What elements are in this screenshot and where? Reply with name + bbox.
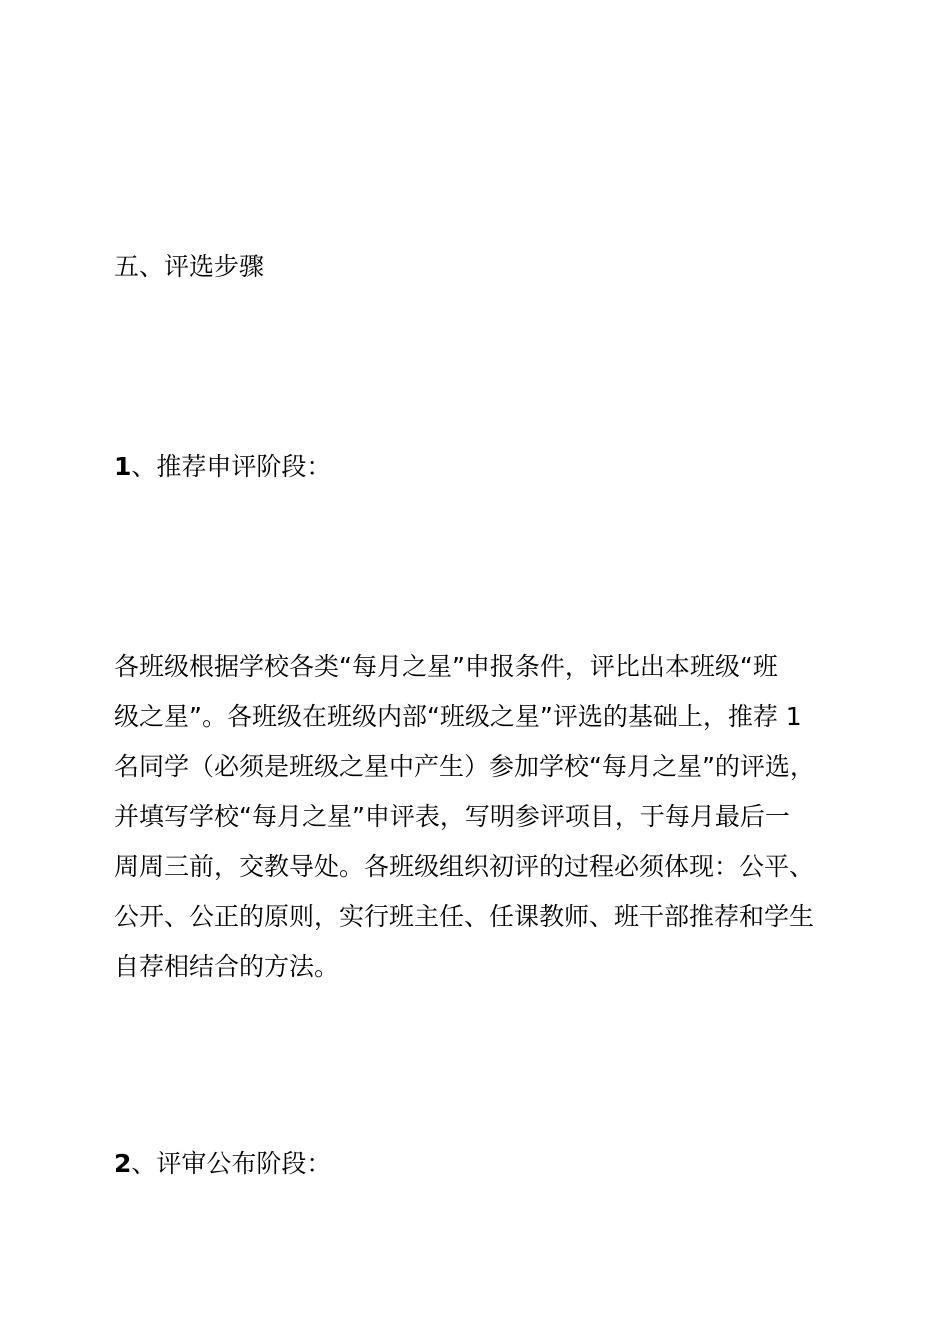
step-2-number: 2 xyxy=(114,1149,132,1178)
paragraph-line: 各班级根据学校各类“每月之星”申报条件，评比出本班级“班 xyxy=(114,652,778,681)
step-1-number: 1 xyxy=(114,452,132,481)
paragraph-line: 公开、公正的原则，实行班主任、任课教师、班干部推荐和学生 xyxy=(114,902,815,931)
step-1-title: 、推荐申评阶段： xyxy=(131,452,332,481)
paragraph-line: 周周三前，交教导处。各班级组织初评的过程必须体现：公平、 xyxy=(114,852,815,881)
paragraph-line: 自荐相结合的方法。 xyxy=(114,952,340,981)
step-1-heading xyxy=(114,448,331,486)
paragraph-line: 名同学（必须是班级之星中产生）参加学校“每月之星”的评选， xyxy=(114,752,815,781)
paragraph-line: 级之星”。各班级在班级内部“班级之星”评选的基础上，推荐 1 xyxy=(114,702,802,731)
step-1-paragraph xyxy=(114,648,834,998)
step-2-title: 、评审公布阶段： xyxy=(131,1149,332,1178)
step-2-heading xyxy=(114,1145,331,1183)
paragraph-line: 并填写学校“每月之星”申评表，写明参评项目，于每月最后一 xyxy=(114,802,790,831)
section-heading: 五、评选步骤 xyxy=(114,252,265,281)
